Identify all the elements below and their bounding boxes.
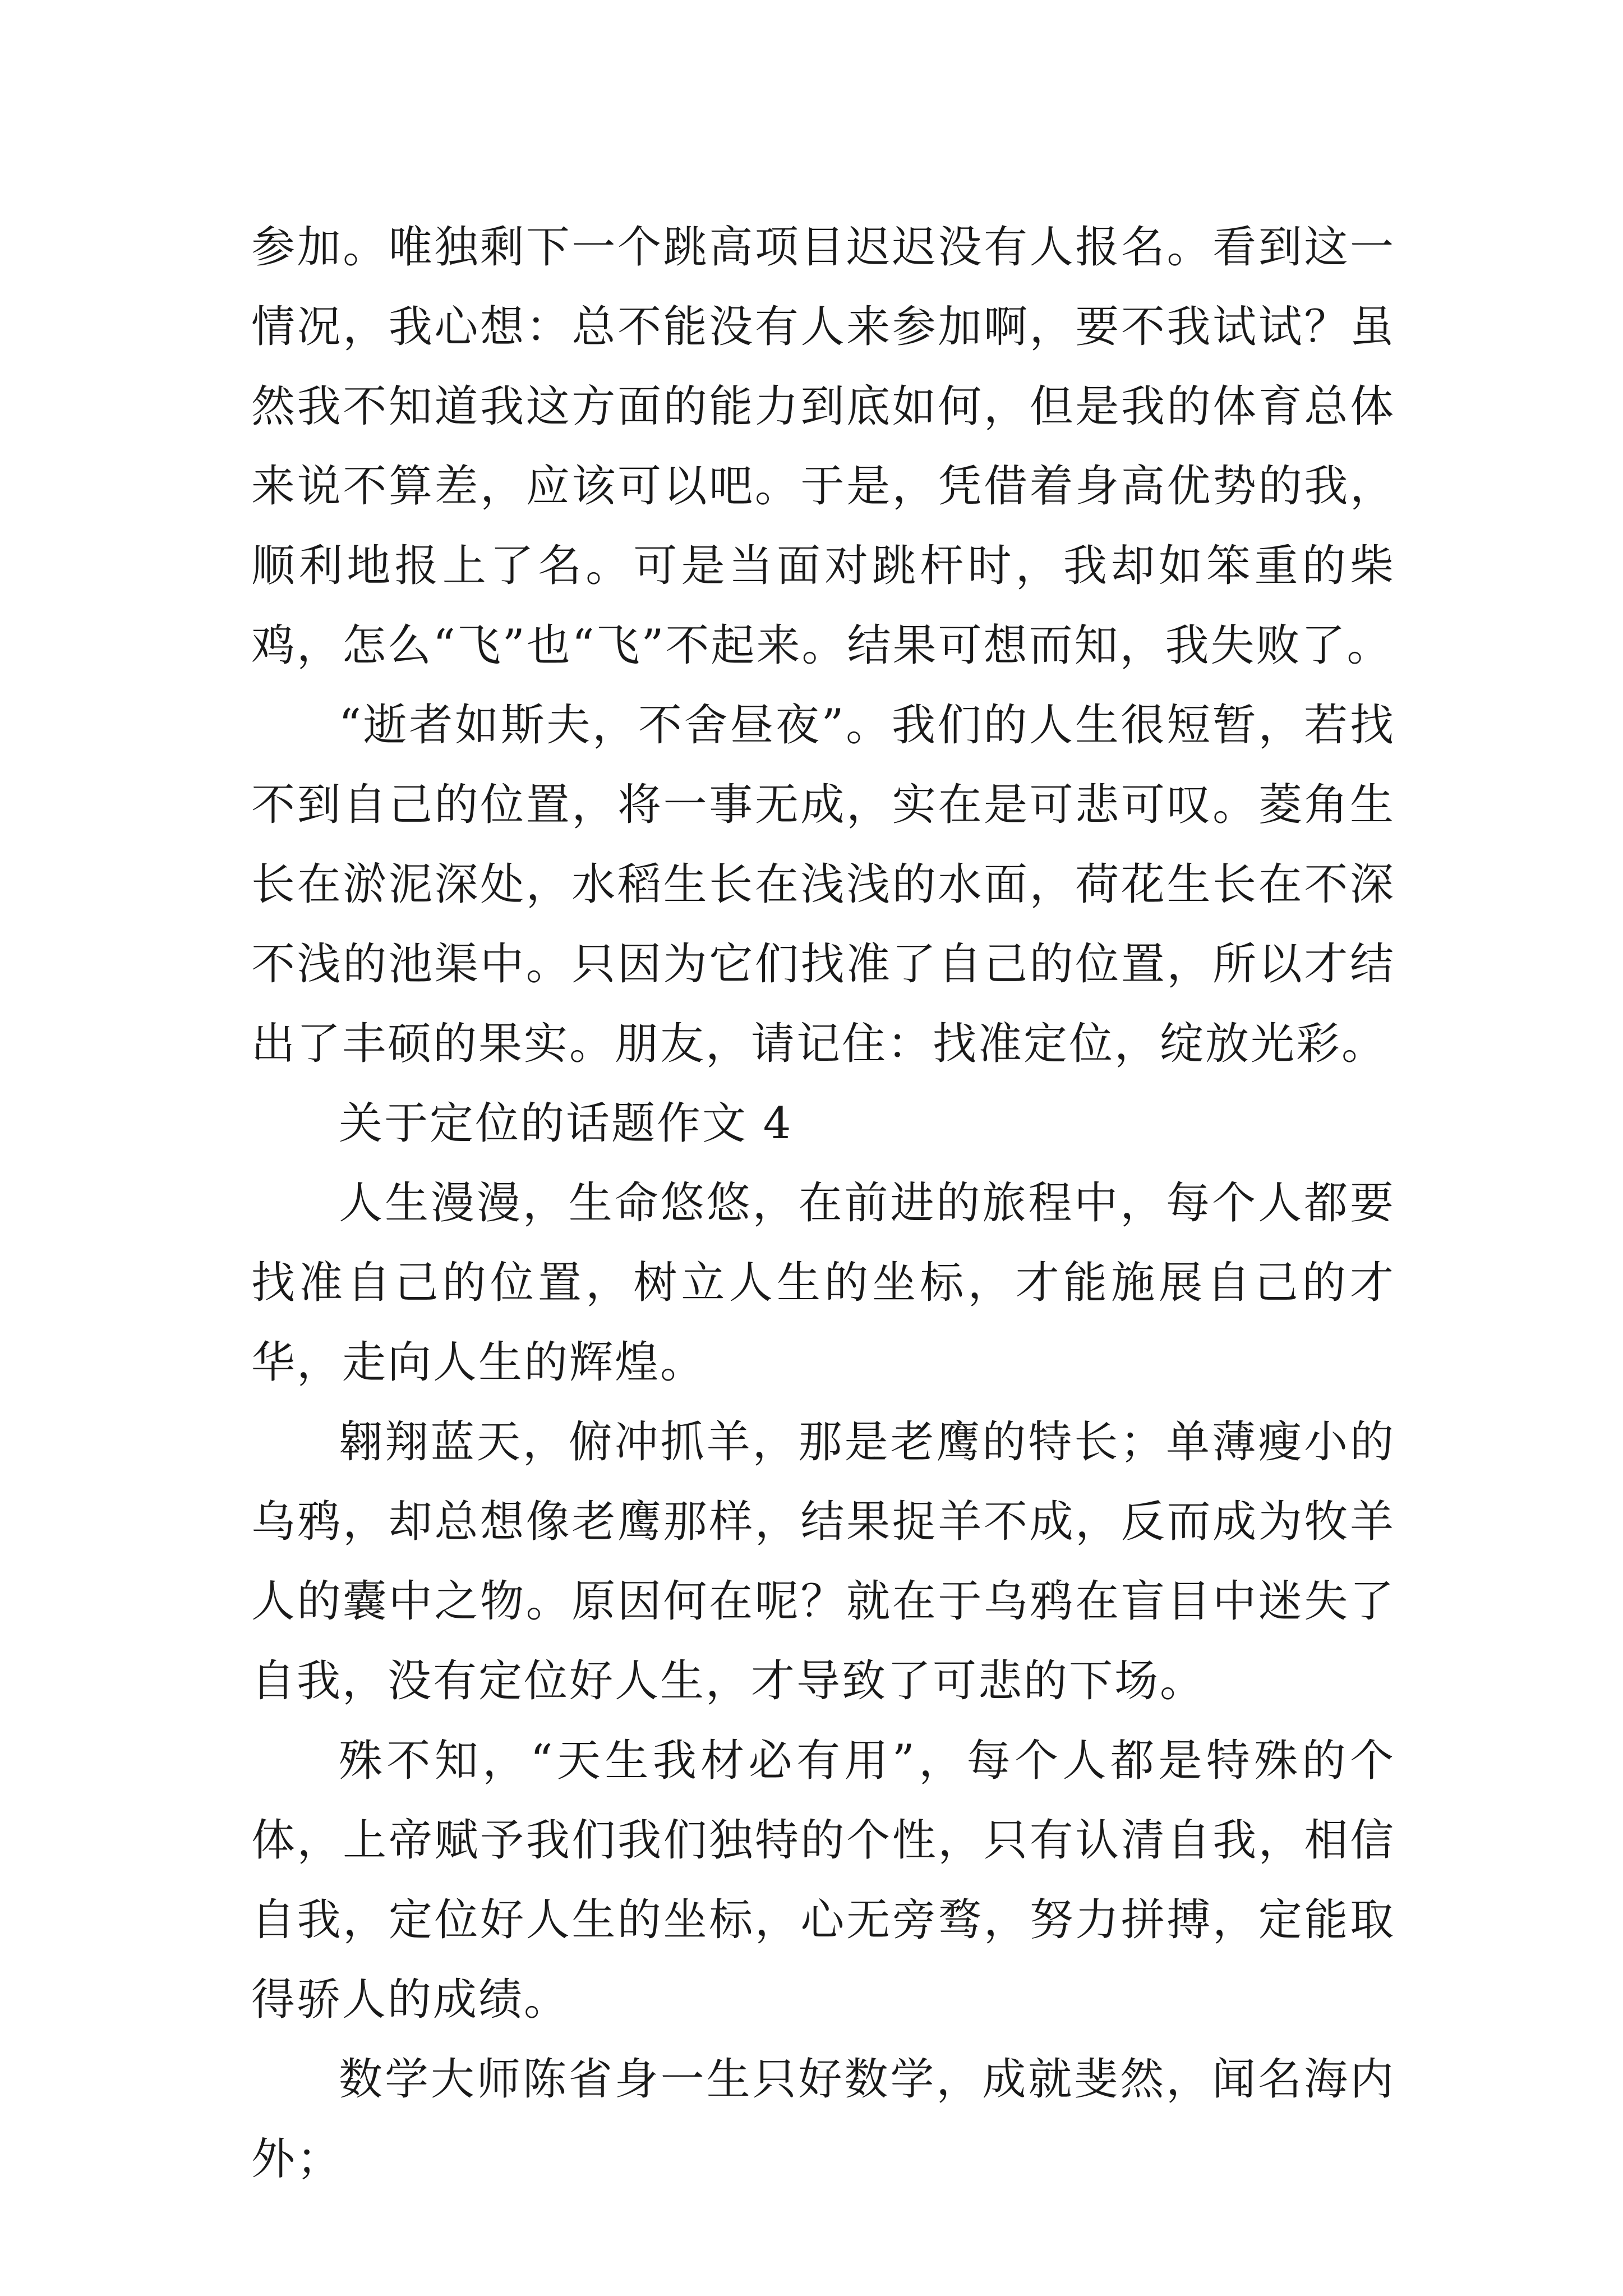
paragraph-4: 翱翔蓝天，俯冲抓羊，那是老鹰的特长；单薄瘦小的乌鸦，却总想像老鹰那样，结果捉羊不成，反而成为牧羊人的囊中之物。原因何在呢？就在于乌鸦在盲目中迷失了自我，没有定位好人生，才导致了可悲的下场。 [251,1417,1395,1706]
paragraph-3: 人生漫漫，生命悠悠，在前进的旅程中，每个人都要找准自己的位置，树立人生的坐标，才能施展自己的才华，走向人生的辉煌。 [251,1178,1395,1388]
paragraph-5: 殊不知，“天生我材必有用”，每个人都是特殊的个体，上帝赋予我们我们独特的个性，只有认清自我，相信自我，定位好人生的坐标，心无旁骛，努力拼搏，定能取得骄人的成绩。 [251,1736,1395,2025]
paragraph-2: “逝者如斯夫，不舍昼夜”。我们的人生很短暂，若找不到自己的位置，将一事无成，实在是可悲可叹。菱角生长在淤泥深处，水稻生长在浅浅的水面，荷花生长在不深不浅的池渠中。只因为它们找准了自己的位置，所以才结出了丰硕的果实。朋友，请记住：找准定位，绽放光彩。 [251,700,1395,1069]
document-body [251,208,1395,2199]
paragraph-1: 参加。唯独剩下一个跳高项目迟迟没有人报名。看到这一情况，我心想：总不能没有人来参加啊，要不我试试？虽然我不知道我这方面的能力到底如何，但是我的体育总体来说不算差，应该可以吧。于是，凭借着身高优势的我，顺利地报上了名。可是当面对跳杆时，我却如笨重的柴鸡，怎么“飞”也“飞”不起来。结果可想而知，我失败了。 [251,222,1395,671]
paragraph-6: 数学大师陈省身一生只好数学，成就斐然，闻名海内外； [251,2054,1395,2184]
essay-heading: 关于定位的话题作文 4 [339,1098,793,1149]
